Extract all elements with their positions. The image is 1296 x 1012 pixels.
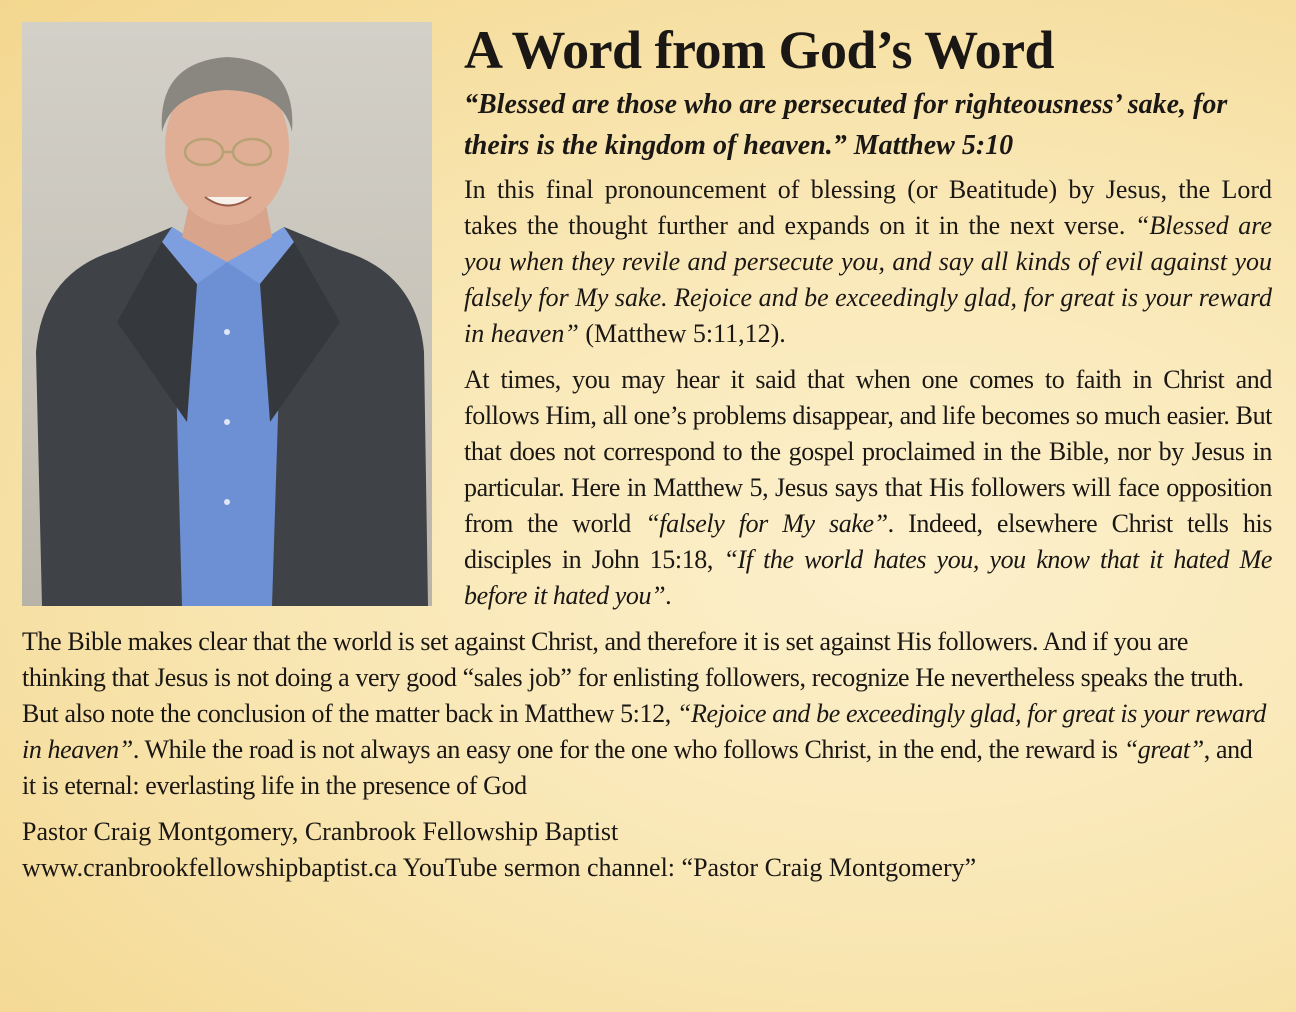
paragraph-1-citation: (Matthew 5:11,12). [578, 319, 786, 348]
paragraph-3 [22, 624, 1272, 804]
paragraph-1-quote: “Blessed are you when they revile and persecute you, and say all kinds of evil against you falsely for My sake. Rejoice and be exceedingly glad, for great is your reward in heaven” [464, 211, 1273, 348]
paragraph-3-text-2: . While the road is not always an easy one for the one who follows Christ, in the end, the reward is [132, 735, 1124, 764]
paragraph-2-text-1: At times, you may hear it said that when one comes to faith in Christ and follows Him, all one’s problems disappear, and life becomes so much easier. But that does not correspond to the gospel proclaimed in the Bible, nor by Jesus in particular. Here in Matthew 5, Jesus says that His followers will face opposition from the world [464, 365, 1272, 538]
signature [22, 814, 1272, 886]
portrait-illustration [22, 22, 432, 606]
verse-reference: Matthew 5:10 [853, 130, 1014, 161]
paragraph-2-text-3: . [665, 581, 672, 610]
paragraph-2-quote-1: “falsely for My sake” [645, 509, 888, 538]
paragraph-3-text-3: , and it is eternal: everlasting life in the presence of God [22, 735, 1253, 800]
verse-text: “Blessed are those who are persecuted for righteousness’ sake, for theirs is the kingdom of heaven.” [464, 89, 1228, 161]
paragraph-3-quote-1: “Rejoice and be exceedingly glad, for great is your reward in heaven” [22, 699, 1267, 764]
paragraph-3-quote-2: “great” [1123, 735, 1204, 764]
signature-website: www.cranbrookfellowshipbaptist.ca YouTube sermon channel: “Pastor Craig Montgomery” [22, 853, 977, 882]
signature-author: Pastor Craig Montgomery, Cranbrook Fellowship Baptist [22, 817, 619, 846]
paragraph-2-text-2: . Indeed, elsewhere Christ tells his disciples in John 15:18, [464, 509, 1272, 574]
paragraph-3-text-1: The Bible makes clear that the world is set against Christ, and therefore it is set against His followers. And if you are thinking that Jesus is not doing a very good “sales job” for enlisting followers, recognize He nevertheless speaks the truth. But also note the conclusion of the matter back in Matthew 5:12, [22, 627, 1244, 728]
paragraph-2-quote-2: “If the world hates you, you know that it hated Me before it hated you” [464, 545, 1272, 610]
paragraph-1-intro: In this final pronouncement of blessing (or Beatitude) by Jesus, the Lord takes the thought further and expands on it in the next verse. [464, 175, 1272, 240]
pastor-photo [22, 22, 432, 606]
article-title: A Word from God’s Word [464, 20, 1055, 80]
